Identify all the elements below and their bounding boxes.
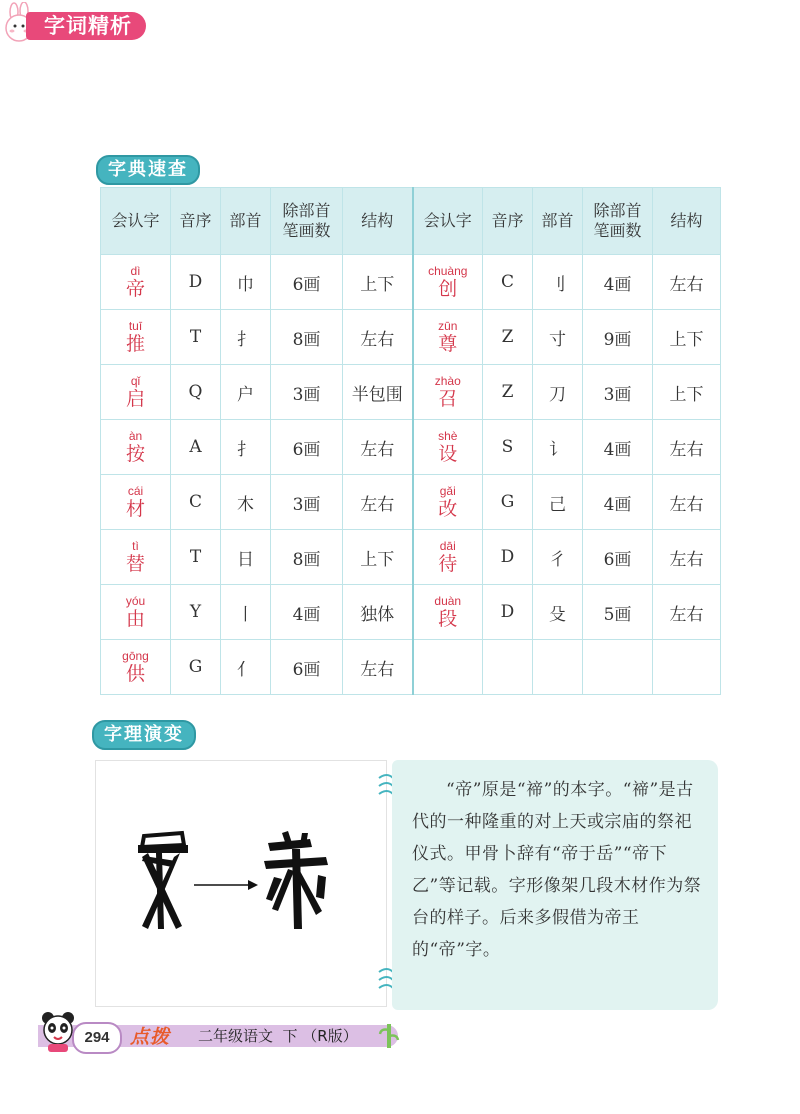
char-evolution-heading: 字理演变 — [92, 720, 196, 750]
radical-cell: 寸 — [533, 310, 583, 365]
radical-cell — [533, 640, 583, 695]
stroke-count-cell: 6画 — [271, 255, 343, 310]
section-title-label: 字词精析 — [26, 12, 146, 40]
radical-cell: 己 — [533, 475, 583, 530]
phonetic-order-cell: G — [483, 475, 533, 530]
structure-cell: 上下 — [653, 310, 721, 365]
header-cell: 会认字 — [101, 188, 171, 255]
pinyin: àn — [128, 428, 143, 443]
hanzi: 按 — [125, 442, 145, 465]
stroke-count-cell: 6画 — [271, 640, 343, 695]
structure-cell: 左右 — [653, 255, 721, 310]
structure-cell: 左右 — [653, 420, 721, 475]
structure-cell — [653, 640, 721, 695]
structure-cell: 上下 — [653, 365, 721, 420]
hanzi: 推 — [125, 332, 145, 355]
stroke-count-cell: 6画 — [583, 530, 653, 585]
stroke-count-cell: 9画 — [583, 310, 653, 365]
phonetic-order-cell — [483, 640, 533, 695]
stroke-count-cell: 8画 — [271, 310, 343, 365]
character-cell — [413, 255, 483, 310]
pinyin: gōng — [122, 648, 149, 663]
structure-cell: 左右 — [653, 585, 721, 640]
pinyin: shè — [438, 428, 458, 443]
character-cell — [413, 310, 483, 365]
character-cell — [101, 255, 171, 310]
hanzi: 段 — [438, 607, 458, 630]
character-cell — [101, 585, 171, 640]
character-cell — [413, 420, 483, 475]
stroke-count-cell: 3画 — [271, 365, 343, 420]
arrow-right-icon — [194, 880, 258, 890]
pinyin: zūn — [438, 318, 458, 333]
header-cell: 音序 — [483, 188, 533, 255]
header-stroke-label: 除部首笔画数 — [282, 201, 331, 240]
stroke-count-cell: 4画 — [583, 420, 653, 475]
page-footer — [38, 1008, 438, 1078]
character-cell — [413, 530, 483, 585]
hanzi: 帝 — [125, 277, 145, 300]
stroke-count-cell: 6画 — [271, 420, 343, 475]
character-cell — [101, 420, 171, 475]
phonetic-order-cell: Q — [171, 365, 221, 420]
character-cell — [413, 365, 483, 420]
radical-cell: 刀 — [533, 365, 583, 420]
phonetic-order-cell: D — [483, 585, 533, 640]
character-cell — [101, 365, 171, 420]
evolution-explanation-panel — [392, 760, 718, 1010]
oracle-bone-glyph-illustration — [96, 761, 386, 1006]
header-cell — [271, 188, 343, 255]
header-cell: 部首 — [221, 188, 271, 255]
header-cell: 音序 — [171, 188, 221, 255]
character-cell — [413, 475, 483, 530]
radical-cell: 亻 — [221, 640, 271, 695]
radical-cell: 扌 — [221, 420, 271, 475]
bamboo-icon — [378, 1022, 400, 1050]
phonetic-order-cell: G — [171, 640, 221, 695]
table-row — [101, 530, 721, 585]
hanzi: 替 — [125, 552, 145, 575]
character-cell — [101, 640, 171, 695]
header-cell — [583, 188, 653, 255]
stroke-count-cell: 3画 — [271, 475, 343, 530]
pinyin: gǎi — [439, 483, 456, 498]
structure-cell: 左右 — [343, 420, 413, 475]
character-cell — [413, 585, 483, 640]
character-cell — [413, 640, 483, 695]
radical-cell: 殳 — [533, 585, 583, 640]
radical-cell: 巾 — [221, 255, 271, 310]
stroke-count-cell: 8画 — [271, 530, 343, 585]
stroke-count-cell: 5画 — [583, 585, 653, 640]
dict-lookup-heading: 字典速查 — [96, 155, 200, 185]
radical-cell: 日 — [221, 530, 271, 585]
structure-cell: 半包围 — [343, 365, 413, 420]
pinyin: yóu — [125, 593, 146, 608]
pinyin: dāi — [439, 538, 456, 553]
stroke-count-cell — [583, 640, 653, 695]
header-cell: 结构 — [343, 188, 413, 255]
radical-cell: 讠 — [533, 420, 583, 475]
character-cell — [101, 530, 171, 585]
table-row — [101, 475, 721, 530]
phonetic-order-cell: T — [171, 310, 221, 365]
pinyin: tuī — [128, 318, 143, 333]
table-row — [101, 365, 721, 420]
phonetic-order-cell: T — [171, 530, 221, 585]
structure-cell: 上下 — [343, 255, 413, 310]
pinyin: chuàng — [428, 263, 468, 278]
table-row — [101, 640, 721, 695]
ancient-di-glyph-icon — [264, 831, 328, 929]
radical-cell: 扌 — [221, 310, 271, 365]
phonetic-order-cell: Z — [483, 365, 533, 420]
header-stroke-label: 除部首笔画数 — [593, 201, 642, 240]
stroke-count-cell: 3画 — [583, 365, 653, 420]
table-header-row — [101, 188, 721, 255]
stroke-count-cell: 4画 — [583, 255, 653, 310]
stroke-count-cell: 4画 — [583, 475, 653, 530]
pinyin: cái — [127, 483, 144, 498]
table-row — [101, 420, 721, 475]
structure-cell: 左右 — [343, 310, 413, 365]
evolution-explanation-text: “帝”原是“禘”的本字。“禘”是古代的一种隆重的对上天或宗庙的祭祀仪式。甲骨卜辞有“帝于岳”“帝下乙”等记载。字形像架几段木材作为祭台的样子。后来多假借为帝王的“帝”字。 — [412, 780, 702, 960]
hanzi: 启 — [125, 387, 145, 410]
radical-cell: 丨 — [221, 585, 271, 640]
pinyin: tì — [132, 538, 139, 553]
structure-cell: 左右 — [343, 640, 413, 695]
pinyin: zhào — [434, 373, 461, 388]
radical-cell: 彳 — [533, 530, 583, 585]
character-cell — [101, 310, 171, 365]
phonetic-order-cell: Y — [171, 585, 221, 640]
hanzi: 创 — [438, 277, 458, 300]
header-cell: 会认字 — [413, 188, 483, 255]
hanzi: 设 — [438, 442, 458, 465]
table-row — [101, 255, 721, 310]
structure-cell: 左右 — [653, 530, 721, 585]
brand-logo: 点拨 — [130, 1026, 171, 1048]
hanzi: 待 — [438, 552, 458, 575]
phonetic-order-cell: S — [483, 420, 533, 475]
evolution-figure — [95, 760, 387, 1007]
radical-cell: 刂 — [533, 255, 583, 310]
phonetic-order-cell: D — [483, 530, 533, 585]
phonetic-order-cell: Z — [483, 310, 533, 365]
pinyin: dì — [130, 263, 141, 278]
header-cell: 结构 — [653, 188, 721, 255]
character-cell — [101, 475, 171, 530]
hanzi: 材 — [125, 497, 145, 520]
table-row — [101, 585, 721, 640]
pictograph-altar-icon — [138, 833, 188, 929]
section-title — [0, 0, 170, 48]
pinyin: qǐ — [130, 373, 141, 388]
hanzi: 召 — [438, 387, 458, 410]
structure-cell: 上下 — [343, 530, 413, 585]
book-title: 二年级语文 下 （R版） — [198, 1027, 358, 1045]
table-row — [101, 310, 721, 365]
header-cell: 部首 — [533, 188, 583, 255]
page-number: 294 — [72, 1022, 122, 1054]
phonetic-order-cell: C — [171, 475, 221, 530]
structure-cell: 左右 — [653, 475, 721, 530]
phonetic-order-cell: C — [483, 255, 533, 310]
structure-cell: 左右 — [343, 475, 413, 530]
hanzi: 尊 — [438, 332, 458, 355]
radical-cell: 户 — [221, 365, 271, 420]
pinyin: duàn — [434, 593, 462, 608]
phonetic-order-cell: D — [171, 255, 221, 310]
hanzi: 供 — [125, 662, 145, 685]
hanzi: 由 — [125, 607, 145, 630]
structure-cell: 独体 — [343, 585, 413, 640]
dictionary-table — [100, 187, 721, 695]
radical-cell: 木 — [221, 475, 271, 530]
stroke-count-cell: 4画 — [271, 585, 343, 640]
phonetic-order-cell: A — [171, 420, 221, 475]
hanzi: 改 — [438, 497, 458, 520]
